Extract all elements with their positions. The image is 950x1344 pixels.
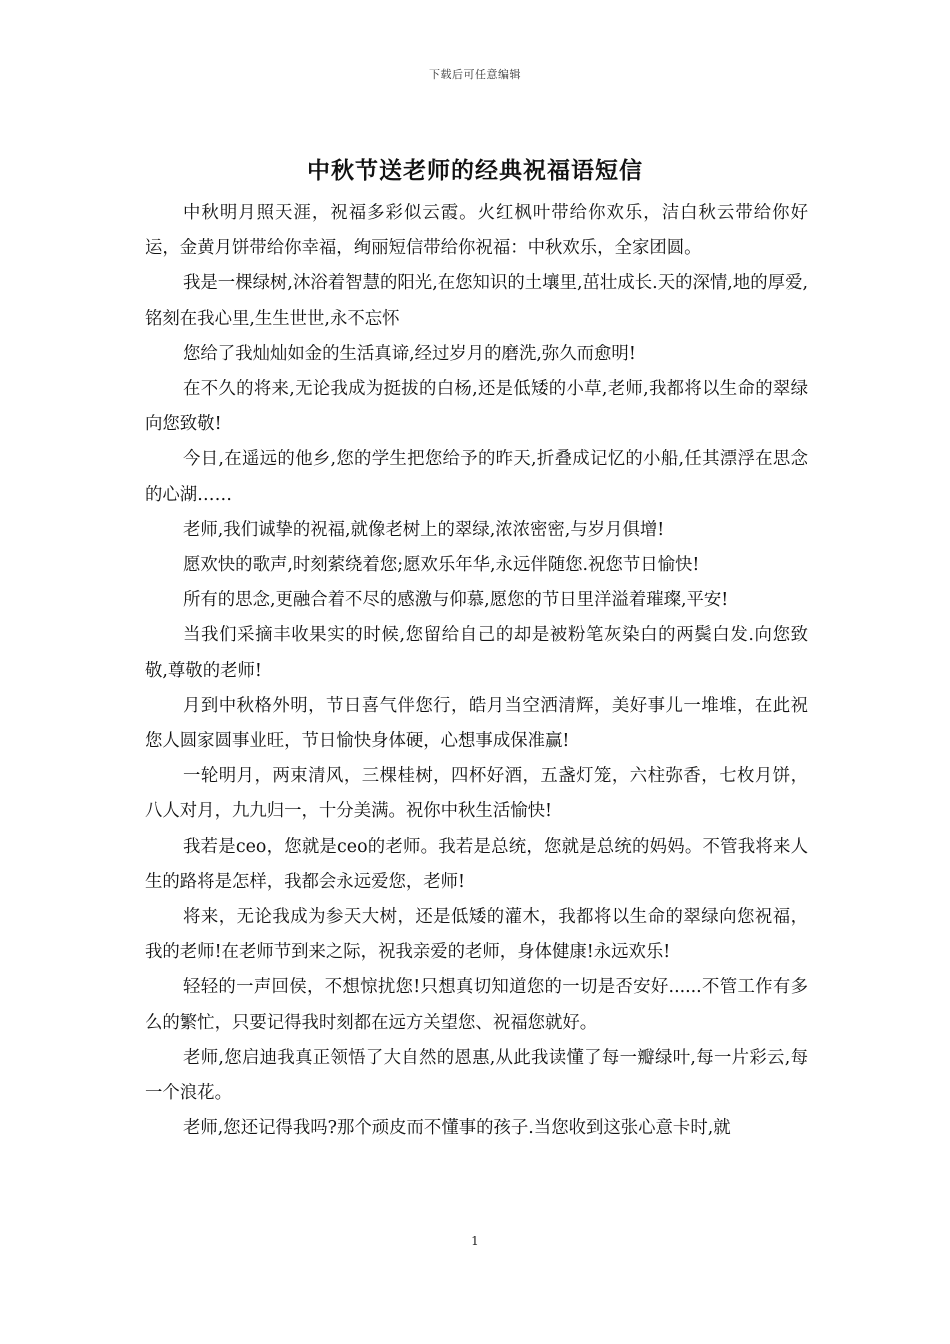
paragraph: 将来，无论我成为参天大树，还是低矮的灌木，我都将以生命的翠绿向您祝福，我的老师!在老师节到来之际，祝我亲爱的老师，身体健康!永远欢乐! — [145, 907, 808, 963]
paragraph: 老师,您启迪我真正领悟了大自然的恩惠,从此我读懂了每一瓣绿叶,每一片彩云,每一个浪花。 — [145, 1047, 808, 1104]
paragraph: 所有的思念,更融合着不尽的感激与仰慕,愿您的节日里洋溢着璀璨,平安! — [183, 590, 729, 611]
paragraph: 您给了我灿灿如金的生活真谛,经过岁月的磨洗,弥久而愈明! — [183, 343, 636, 364]
paragraph: 我是一棵绿树,沐浴着智慧的阳光,在您知识的土壤里,茁壮成长.天的深情,地的厚爱,铭刻在我心里,生生世世,永不忘怀 — [145, 273, 808, 329]
paragraph: 老师,您还记得我吗?那个顽皮而不懂事的孩子.当您收到这张心意卡时,就 — [183, 1118, 731, 1139]
paragraph: 我若是ceo，您就是ceo的老师。我若是总统，您就是总统的妈妈。不管我将来人生的路将是怎样，我都会永远爱您，老师! — [145, 836, 808, 892]
paragraph: 当我们采摘丰收果实的时候,您留给自己的却是被粉笔灰染白的两鬓白发.向您致敬,尊敬的老师! — [145, 625, 808, 681]
paragraph: 愿欢快的歌声,时刻萦绕着您;愿欢乐年华,永远伴随您.祝您节日愉快! — [183, 555, 700, 576]
document-body — [145, 196, 808, 1146]
document-title: 中秋节送老师的经典祝福语短信 — [307, 157, 643, 184]
paragraph: 一轮明月，两束清风，三棵桂树，四杯好酒，五盏灯笼，六柱弥香，七枚月饼，八人对月，九九归一，十分美满。祝你中秋生活愉快! — [145, 766, 808, 822]
paragraph: 今日,在遥远的他乡,您的学生把您给予的昨天,折叠成记忆的小船,任其漂浮在思念的心湖…… — [145, 449, 808, 505]
paragraph: 老师,我们诚挚的祝福,就像老树上的翠绿,浓浓密密,与岁月俱增! — [183, 519, 665, 540]
paragraph: 轻轻的一声回侯，不想惊扰您!只想真切知道您的一切是否安好......不管工作有多么的繁忙，只要记得我时刻都在远方关望您、祝福您就好。 — [145, 977, 808, 1033]
header-note: 下载后可任意编辑 — [429, 68, 521, 81]
paragraph: 中秋明月照天涯，祝福多彩似云霞。火红枫叶带给你欢乐，洁白秋云带给你好运，金黄月饼带给你幸福，绚丽短信带给你祝福：中秋欢乐，全家团圆。 — [145, 203, 808, 259]
paragraph: 月到中秋格外明，节日喜气伴您行，皓月当空洒清辉，美好事儿一堆堆，在此祝您人圆家圆事业旺，节日愉快身体硬，心想事成保准赢! — [145, 695, 808, 752]
page-number: 1 — [471, 1234, 479, 1248]
paragraph: 在不久的将来,无论我成为挺拔的白杨,还是低矮的小草,老师,我都将以生命的翠绿向您致敬! — [145, 379, 808, 435]
